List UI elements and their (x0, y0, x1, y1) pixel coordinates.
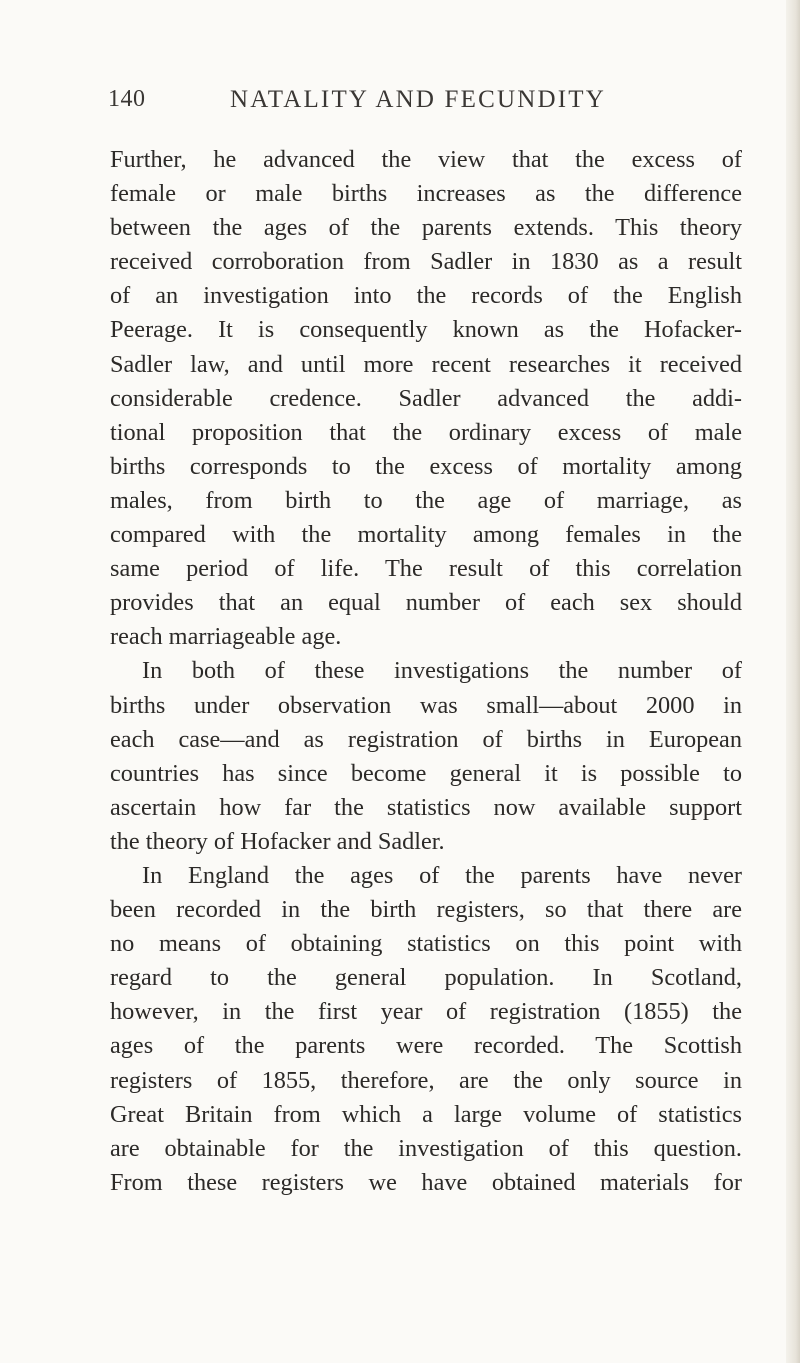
text-line: In England the ages of the parents have never (142, 861, 742, 889)
page-number: 140 (108, 86, 146, 112)
text-line: ascertain how far the statistics now available support (110, 793, 742, 821)
text-line: of an investigation into the records of the English (110, 282, 742, 310)
text-line: considerable credence. Sadler advanced the addi- (110, 384, 742, 412)
text-line: however, in the first year of registration (1855) the (110, 998, 742, 1026)
text-line: same period of life. The result of this correlation (110, 555, 742, 583)
text-line: From these registers we have obtained materials for (110, 1168, 742, 1196)
body-text (110, 143, 742, 1200)
text-line: Sadler law, and until more recent researches it received (110, 350, 742, 378)
page-edge-shadow (786, 0, 800, 1363)
text-line: between the ages of the parents extends. This theory (110, 214, 742, 242)
text-line: each case—and as registration of births in European (110, 725, 742, 753)
text-line: are obtainable for the investigation of this question. (110, 1134, 742, 1162)
text-line: Further, he advanced the view that the excess of (110, 146, 742, 173)
text-line: Great Britain from which a large volume of statistics (110, 1100, 742, 1128)
text-line: births corresponds to the excess of mortality among (110, 452, 742, 480)
text-line: the theory of Hofacker and Sadler. (110, 827, 445, 855)
running-title: NATALITY AND FECUNDITY (230, 86, 607, 113)
text-line: tional proposition that the ordinary excess of male (110, 418, 742, 446)
text-line: registers of 1855, therefore, are the only source in (110, 1066, 742, 1094)
text-line: births under observation was small—about 2000 in (110, 691, 742, 719)
text-line: female or male births increases as the difference (110, 180, 742, 208)
text-line: regard to the general population. In Scotland, (110, 964, 742, 992)
text-line: provides that an equal number of each sex should (110, 589, 742, 617)
text-line: In both of these investigations the number of (142, 657, 742, 685)
paragraph-3 (110, 859, 742, 1200)
text-line: no means of obtaining statistics on this point with (110, 930, 742, 958)
page-header (108, 86, 740, 122)
text-line: reach marriageable age. (110, 623, 342, 651)
paragraph-1 (110, 143, 742, 654)
paragraph-2 (110, 654, 742, 859)
text-line: compared with the mortality among females in the (110, 521, 742, 549)
text-line: ages of the parents were recorded. The Scottish (110, 1032, 742, 1060)
text-line: Peerage. It is consequently known as the Hofacker- (110, 316, 742, 344)
text-line: countries has since become general it is possible to (110, 759, 742, 787)
text-line: received corroboration from Sadler in 1830 as a result (110, 248, 742, 276)
text-line: males, from birth to the age of marriage, as (110, 486, 742, 514)
text-line: been recorded in the birth registers, so that there are (110, 896, 742, 924)
